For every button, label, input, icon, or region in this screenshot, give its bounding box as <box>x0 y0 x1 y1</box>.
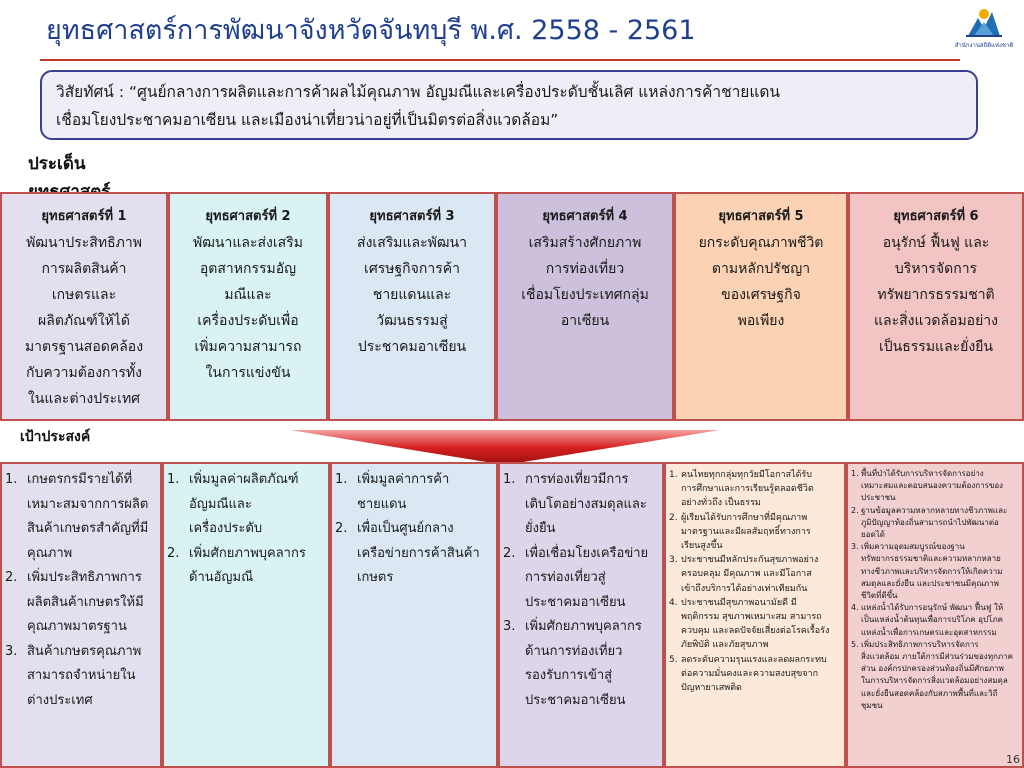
goal-text-line: ต่อความมั่นคงและความสงบสุขจาก <box>681 668 819 679</box>
goal-text-line: ปัญหายาเสพติด <box>681 683 742 694</box>
goal-list <box>335 468 493 591</box>
strategy-text-line: บริหารจัดการ <box>894 261 978 277</box>
goal-item <box>851 639 1019 712</box>
strategy-heading: ยุทธศาสตร์ที่ 1 <box>41 209 127 224</box>
strategy-text-line: มาตรฐานสอดคล้อง <box>24 339 144 355</box>
goal-item-number: 2. <box>167 545 180 561</box>
goal-box <box>330 462 498 768</box>
goal-item-number: 2. <box>669 512 678 523</box>
goal-text-line: ประชาชนมีหลักประกันสุขภาพอย่าง <box>681 555 819 566</box>
goal-text-line: เพิ่มมูลค่าผลิตภัณฑ์ <box>189 472 299 487</box>
goal-item-number: 2. <box>503 545 516 561</box>
goal-item-number: 3. <box>669 555 678 566</box>
goal-text-line: แหล่งน้ำเพื่อการเกษตรและอุตสาหกรรม <box>861 627 997 637</box>
strategy-heading: ยุทธศาสตร์ที่ 2 <box>205 209 291 224</box>
goal-text-line: แหล่งน้ำได้รับการอนุรักษ์ พัฒนา ฟื้นฟู ให้ <box>861 603 1004 613</box>
goal-item-number: 2. <box>335 521 348 536</box>
goal-list <box>851 468 1019 712</box>
goal-text-line: สินค้าเกษตรคุณภาพ <box>27 643 142 659</box>
strategy-box <box>328 192 496 421</box>
strategy-box <box>848 192 1024 421</box>
logo-text: สำนักงานสถิติแห่งชาติ <box>954 42 1014 49</box>
logo <box>948 2 1020 52</box>
goal-item-number: 2. <box>851 505 859 515</box>
vision-line: เชื่อมโยงประชาคมอาเซียน และเมืองน่าเที่ยวน่าอยู่ที่เป็นมิตรต่อสิ่งแวดล้อม” <box>56 111 559 129</box>
goal-box <box>162 462 330 768</box>
goal-text-line: คุณภาพมาตรฐาน <box>27 619 127 634</box>
goal-text-line: ลดระดับความรุนแรงและลดผลกระทบ <box>681 654 827 665</box>
strategy-text-line: ส่งเสริมและพัฒนา <box>357 235 467 251</box>
goal-item-number: 1. <box>167 472 180 487</box>
strategy-box <box>674 192 848 421</box>
strategy-heading: ยุทธศาสตร์ที่ 6 <box>893 209 979 224</box>
goal-text-line: ชุมชน <box>861 700 883 710</box>
goal-text-line: สมดุลและยั่งยืน และประชาชนมีคุณภาพ <box>861 578 999 588</box>
logo-icon <box>948 2 1020 40</box>
goal-text-line: ผลิตสินค้าเกษตรให้มี <box>27 594 144 610</box>
goal-text-line: ภัยพิบัติ และภัยสุขภาพ <box>681 640 769 651</box>
goal-text-line: ประชาคมอาเซียน <box>525 594 626 610</box>
strategy-text-line: ในและต่างประเทศ <box>27 391 141 407</box>
goal-item <box>5 468 157 566</box>
goal-text-line: เรียนสูงขึ้น <box>681 541 723 552</box>
goal-text-line: ประชาชนมีสุขภาพอนามัยดี มี <box>681 597 797 608</box>
strategy-text-line: เป็นธรรมและยั่งยืน <box>879 339 993 355</box>
strategy-text-line: ชายแดนและ <box>372 287 452 303</box>
goal-item <box>5 640 157 714</box>
goal-item <box>335 517 493 591</box>
goal-item <box>669 653 841 696</box>
goal-text-line: เพิ่มประสิทธิภาพการบริหารจัดการ <box>861 639 979 649</box>
goal-box <box>0 462 162 768</box>
goal-text-line: ผู้เรียนได้รับการศึกษาที่มีคุณภาพ <box>681 512 808 523</box>
strategy-text-line: เกษตรและ <box>51 287 117 303</box>
page-number: 16 <box>1006 753 1020 766</box>
goal-text-line: การท่องเที่ยวสู่ <box>525 570 606 585</box>
strategy-text-line: เพิ่มความสามารถ <box>194 339 302 355</box>
goal-text-line: เป็นแหล่งน้ำต้นทุนเพื่อการบริโภค อุปโภค <box>861 615 1003 625</box>
goal-text-line: ในการบริหารจัดการสิ่งแวดล้อมอย่างสมดุล <box>861 676 1008 686</box>
goal-item-number: 5. <box>851 639 859 649</box>
goal-item <box>503 542 659 616</box>
goal-text-line: การท่องเที่ยวมีการ <box>525 472 629 487</box>
goal-text-line: และยั่งยืนสอดคล้องกับสภาพพื้นที่และวิถี <box>861 688 998 698</box>
goal-text-line: อย่างทั่วถึง เป็นธรรม <box>681 498 761 509</box>
strategy-text-line: ผลิตภัณฑ์ให้ได้ <box>38 313 130 329</box>
goal-text-line: ทรัพยากรธรรมชาติและความหลากหลาย <box>861 554 1001 564</box>
strategy-heading: ยุทธศาสตร์ที่ 3 <box>369 209 455 224</box>
goal-text-line: ชายแดน <box>357 496 407 512</box>
goal-text-line: เพิ่มศักยภาพบุคลากร <box>525 619 642 634</box>
strategy-text-line: ประชาคมอาเซียน <box>357 339 467 355</box>
strategy-text-line: เครื่องประดับเพื่อ <box>197 313 299 329</box>
goal-text-line: ยั่งยืน <box>525 521 556 536</box>
goal-text-line: อัญมณีและ <box>189 496 252 512</box>
title-underline <box>40 59 960 61</box>
strategy-text-line: การผลิตสินค้า <box>41 261 127 277</box>
goal-item <box>503 468 659 542</box>
goal-text-line: ประชาคมอาเซียน <box>525 692 626 708</box>
goal-text-line: พื้นที่ป่าได้รับการบริหารจัดการอย่าง <box>861 469 984 478</box>
goal-text-line: ครอบคลุม มีคุณภาพ และมีโอกาส <box>681 569 812 580</box>
goal-text-line: เพื่อเชื่อมโยงเครือข่าย <box>525 545 649 561</box>
goal-list <box>5 468 157 713</box>
goal-item <box>167 542 325 591</box>
goal-text-line: เกษตรกรมีรายได้ที่ <box>27 472 133 487</box>
goal-item <box>5 566 157 640</box>
strategy-text-line: เชื่อมโยงประเทศกลุ่ม <box>521 287 649 303</box>
goal-item-number: 4. <box>669 597 678 608</box>
goal-item-number: 3. <box>5 643 18 659</box>
goal-item <box>669 553 841 596</box>
strategy-text-line: ตามหลักปรัชญา <box>711 261 811 277</box>
goal-text-line: เกษตร <box>357 570 394 585</box>
goal-item-number: 3. <box>503 619 516 634</box>
goal-text-line: ภูมิปัญญาท้องถิ่นสามารถนำไปพัฒนาต่อ <box>861 517 999 527</box>
goal-text-line: คนไทยทุกกลุ่มทุกวัยมีโอกาสได้รับ <box>681 470 812 480</box>
strategy-heading: ยุทธศาสตร์ที่ 5 <box>718 209 804 224</box>
goal-text-line: เพิ่มความอุดมสมบูรณ์ของฐาน <box>861 542 965 552</box>
strategy-text-line: พัฒนาและส่งเสริม <box>193 235 303 251</box>
strategy-text-line: วัฒนธรรมสู่ <box>376 313 448 329</box>
goal-text-line: การศึกษาและการเรียนรู้ตลอดชีวิต <box>681 484 814 495</box>
goal-text-line: เหมาะสมและตอบสนองความต้องการของ <box>861 481 1004 491</box>
goal-item-number: 1. <box>335 472 348 487</box>
strategy-heading: ยุทธศาสตร์ที่ 4 <box>542 209 628 224</box>
goal-text-line: ด้านอัญมณี <box>189 570 254 585</box>
goal-item <box>335 468 493 517</box>
strategy-text-line: การท่องเที่ยว <box>545 261 625 277</box>
strategy-text-line: ยกระดับคุณภาพชีวิต <box>698 235 824 251</box>
goal-item-number: 1. <box>5 472 18 487</box>
goal-box <box>664 462 846 768</box>
goals-label: เป้าประสงค์ <box>20 429 91 445</box>
goal-text-line: เติบโตอย่างสมดุลและ <box>525 496 647 512</box>
goal-text-line: เข้าถึงบริการได้อย่างเท่าเทียมกัน <box>681 583 808 594</box>
strategy-text-line: อนุรักษ์ ฟื้นฟู และ <box>882 235 990 251</box>
strategy-text-line: ของเศรษฐกิจ <box>721 287 801 303</box>
goal-item-number: 2. <box>5 570 18 585</box>
goal-text-line: ยอดได้ <box>861 530 885 540</box>
strategy-text-line: อุตสาหกรรมอัญ <box>199 261 297 277</box>
goal-list <box>669 468 841 695</box>
vision-line: วิสัยทัศน์ : “ศูนย์กลางการผลิตและการค้าผลไม้คุณภาพ อัญมณีและเครื่องประดับชั้นเลิศ แหล่งการค้าชายแดน <box>56 83 781 101</box>
goal-item <box>503 615 659 713</box>
goal-item-number: 4. <box>851 603 859 613</box>
goal-text-line: ควบคุม และลดปัจจัยเสี่ยงต่อโรคเรื้อรัง <box>681 626 830 637</box>
down-arrow-icon <box>290 428 720 466</box>
goal-item-number: 5. <box>669 654 678 665</box>
goal-text-line: พฤติกรรม สุขภาพเหมาะสม สามารถ <box>681 612 822 623</box>
strategy-text-line: พอเพียง <box>737 313 785 329</box>
vision-statement <box>40 70 978 140</box>
strategy-text-line: พัฒนาประสิทธิภาพ <box>26 235 142 251</box>
goal-text-line: ทางชีวภาพและบริหารจัดการให้เกิดความ <box>861 566 1003 576</box>
goal-item-number: 3. <box>851 542 859 552</box>
goal-item <box>669 596 841 653</box>
goal-text-line: ส่วน องค์กรปกครองส่วนท้องถิ่นมีศักยภาพ <box>861 664 1004 674</box>
goal-text-line: เครื่องประดับ <box>189 521 263 536</box>
strategy-text-line: อาเซียน <box>560 313 610 329</box>
goal-list <box>167 468 325 591</box>
goal-text-line: ต่างประเทศ <box>27 692 93 708</box>
goal-item-number: 1. <box>503 472 516 487</box>
goal-text-line: มาตรฐานและมีผลสัมฤทธิ์ทางการ <box>681 526 811 537</box>
strategy-text-line: เศรษฐกิจการค้า <box>364 261 460 277</box>
goal-item-number: 1. <box>851 469 859 478</box>
goal-text-line: ฐานข้อมูลความหลากหลายทางชีวภาพและ <box>861 505 1008 515</box>
strategy-text-line: และสิ่งแวดล้อมอย่าง <box>873 313 998 329</box>
goal-text-line: เหมาะสมจากการผลิต <box>27 496 149 512</box>
strategy-text-line: เสริมสร้างศักยภาพ <box>528 235 642 251</box>
goal-item <box>851 505 1019 542</box>
strategy-text-line: มณีและ <box>224 287 272 303</box>
goal-text-line: ประชาชน <box>861 493 896 503</box>
strategy-box <box>168 192 328 421</box>
goal-text-line: เพิ่มศักยภาพบุคลากร <box>189 545 306 561</box>
goal-text-line: เพิ่มประสิทธิภาพการ <box>27 570 142 585</box>
goal-text-line: สิ่งแวดล้อม ภายใต้การมีส่วนร่วมของทุกภาค <box>861 652 1013 662</box>
strategy-text-line: ในการแข่งขัน <box>205 365 291 381</box>
strategy-text-line: ทรัพยากรธรรมชาติ <box>877 287 995 303</box>
goal-item <box>851 602 1019 639</box>
goal-box <box>498 462 664 768</box>
goal-text-line: เครือข่ายการค้าสินค้า <box>357 545 480 561</box>
goal-box <box>846 462 1024 768</box>
goal-item <box>851 541 1019 602</box>
goal-item <box>669 511 841 554</box>
goal-text-line: สามารถจำหน่ายใน <box>27 668 136 683</box>
goal-text-line: ด้านการท่องเที่ยว <box>525 643 623 659</box>
goal-text-line: ชีวิตที่ดีขึ้น <box>861 591 898 601</box>
goal-text-line: คุณภาพ <box>27 545 73 561</box>
goal-text-line: รองรับการเข้าสู่ <box>525 668 613 683</box>
page-title: ยุทธศาสตร์การพัฒนาจังหวัดจันทบุรี พ.ศ. 2558 - 2561 <box>46 15 696 46</box>
goal-item <box>851 468 1019 505</box>
strategy-box <box>0 192 168 421</box>
goal-text-line: เพิ่มมูลค่าการค้า <box>357 472 450 487</box>
goal-text-line: สินค้าเกษตรสำคัญที่มี <box>27 521 149 536</box>
goal-item <box>167 468 325 542</box>
goal-text-line: เพื่อเป็นศูนย์กลาง <box>357 521 454 536</box>
strategy-box <box>496 192 674 421</box>
label-line: ประเด็น <box>28 154 86 174</box>
strategy-text-line: กับความต้องการทั้ง <box>26 365 142 381</box>
goal-list <box>503 468 659 713</box>
goal-item <box>669 468 841 511</box>
goal-item-number: 1. <box>669 470 678 480</box>
